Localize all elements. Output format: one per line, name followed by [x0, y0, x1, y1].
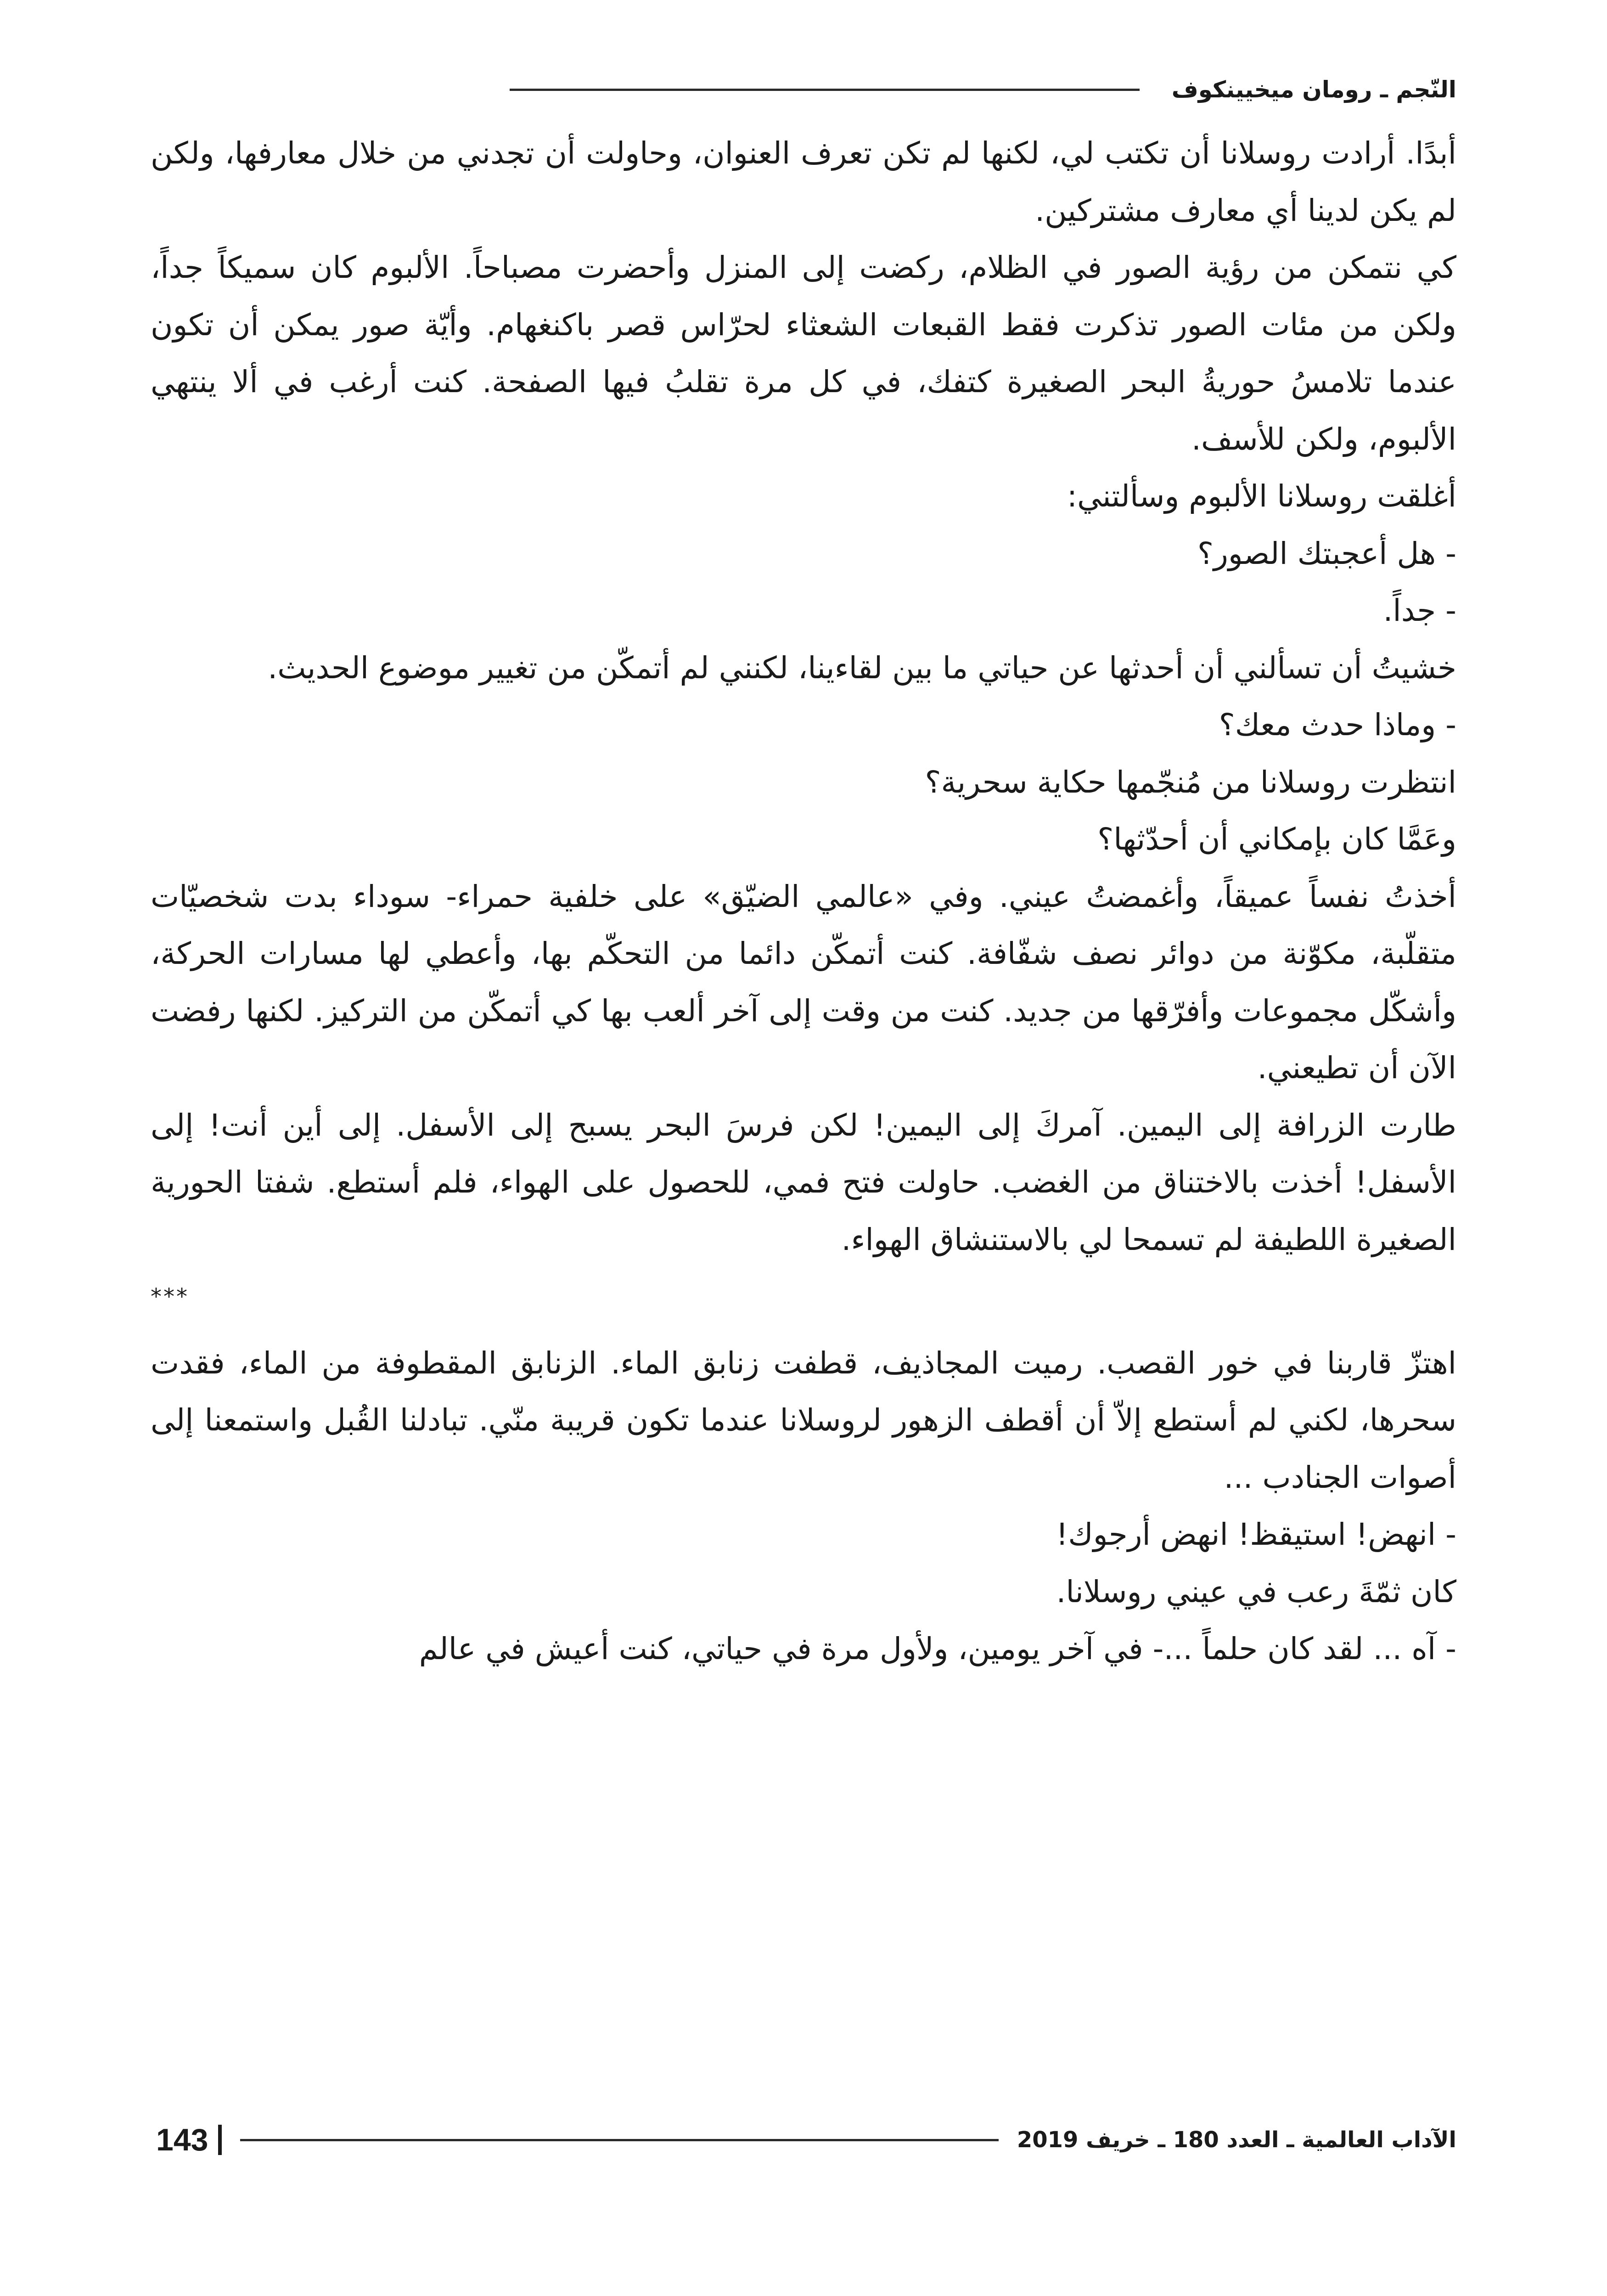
page-number-bar: [218, 2125, 222, 2155]
paragraph: أغلقت روسلانا الألبوم وسألتني:: [1067, 478, 1456, 514]
footer-journal-issue: الآداب العالمية ـ العدد 180 ـ خريف 2019: [1017, 2127, 1456, 2153]
paragraph: خشيتُ أن تسألني أن أحدثها عن حياتي ما بين لقاءينا، لكنني لم أتمكّن من تغيير موضوع الحديث.: [268, 650, 1456, 686]
body-text: [151, 125, 1456, 1678]
dialogue-line: - هل أعجبتك الصور؟: [1197, 535, 1456, 571]
footer-rule: [240, 2139, 998, 2141]
dialogue-line: - وماذا حدث معك؟: [1219, 707, 1456, 743]
section-separator: ***: [151, 1284, 189, 1310]
paragraph: كان ثمّةَ رعب في عيني روسلانا.: [1056, 1574, 1456, 1609]
running-header-title: النّجم ـ رومان ميخيينكوف: [1171, 76, 1456, 103]
header-rule: [510, 89, 1140, 91]
running-header: [510, 69, 1456, 110]
paragraph: أبدًا. أرادت روسلانا أن تكتب لي، لكنها لم تكن تعرف العنوان، وحاولت أن تجدني من خلال معارفها، ولكن لم يكن لدينا أي معارف مشتركين.: [151, 135, 1456, 228]
page-footer: [156, 2117, 1456, 2163]
dialogue-line: - جداً.: [1383, 593, 1456, 628]
paragraph: طارت الزرافة إلى اليمين. آمركَ إلى اليمين! لكن فرسَ البحر يسبح إلى الأسفل. إلى أين أنت! إلى الأسفل! أخذت بالاختناق من الغضب. حاولت فتح فمي، للحصول على الهواء، فلم أستطع. شفتا الحورية الصغيرة اللطيفة لم تسمحا لي بالاستنشاق الهواء.: [151, 1107, 1456, 1257]
paragraph: أخذتُ نفساً عميقاً، وأغمضتُ عيني. وفي «عالمي الضيّق» على خلفية حمراء- سوداء بدت شخصيّات متقلّبة، مكوّنة من دوائر نصف شفّافة. كنت أتمكّن دائما من التحكّم بها، وأعطي لها مسارات الحركة، وأشكّل مجموعات وأفرّقها من جديد. كنت من وقت إلى آخر ألعب بها كي أتمكّن من التركيز. لكنها رفضت الآن أن تطيعني.: [151, 878, 1456, 1086]
paragraph: كي نتمكن من رؤية الصور في الظلام، ركضت إلى المنزل وأحضرت مصباحاً. الألبوم كان سميكاً جداً، ولكن من مئات الصور تذكرت فقط القبعات الشعثاء لحرّاس قصر باكنغهام. وأيّة صور يمكن أن تكون عندما تلامسُ حوريةُ البحر الصغيرة كتفك، في كل مرة تقلبُ فيها الصفحة. كنت أرغب في ألا ينتهي الألبوم، ولكن للأسف.: [151, 250, 1456, 457]
dialogue-line: - انهض! استيقظ! انهض أرجوك!: [1056, 1517, 1456, 1552]
footer-page-marker: [156, 2122, 222, 2158]
dialogue-line: - آه ... لقد كان حلماً ...- في آخر يومين، ولأول مرة في حياتي، كنت أعيش في عالم: [419, 1631, 1456, 1666]
paragraph: وعَمَّا كان بإمكاني أن أحدّثها؟: [1097, 822, 1456, 857]
paragraph: انتظرت روسلانا من مُنجّمها حكاية سحرية؟: [925, 764, 1456, 800]
page-number: 143: [156, 2122, 208, 2157]
paragraph: اهتزّ قاربنا في خور القصب. رميت المجاذيف، قطفت زنابق الماء. الزنابق المقطوفة من الماء، فقدت سحرها، لكني لم أستطع إلاّ أن أقطف الزهور لروسلانا عندما تكون قريبة منّي. تبادلنا القُبل واستمعنا إلى أصوات الجنادب ...: [151, 1345, 1456, 1495]
